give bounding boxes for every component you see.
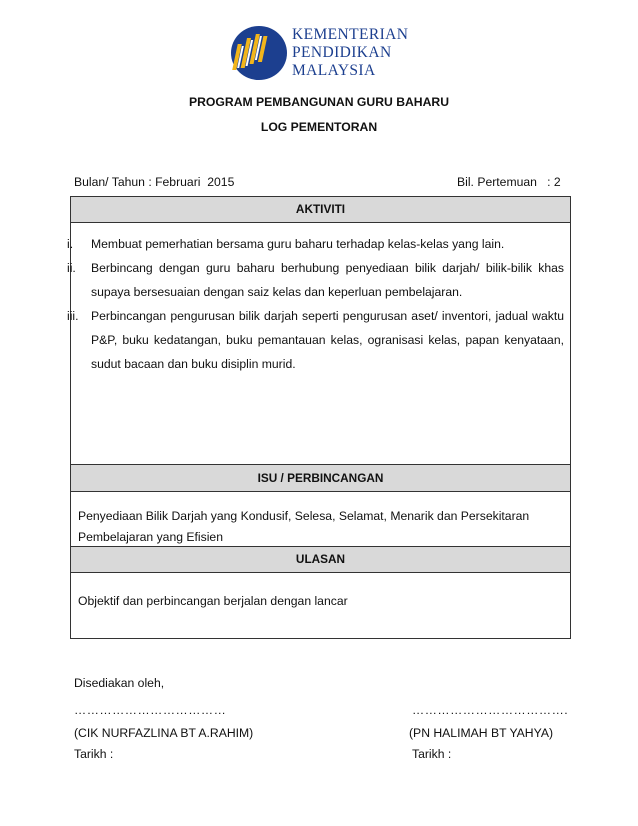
aktiviti-item-number: iii. [67,309,79,323]
aktiviti-item-text: Berbincang dengan guru baharu berhubung penyediaan bilik darjah/ bilik-bilik khas supaya bersesuaian dengan saiz kelas dan keperluan pembelajaran. [91,261,564,299]
month-year-field: Bulan/ Tahun : Februari 2015 [74,175,235,189]
signature-line-right: ………………………………. [412,703,569,717]
ulasan-header: ULASAN [71,546,570,573]
aktiviti-item-number: ii. [67,261,76,275]
aktiviti-item [67,232,570,256]
mentoring-log-table [67,196,571,639]
date-label-right: Tarikh : [412,747,452,761]
aktiviti-item [67,304,570,376]
logo-text-line-2: PENDIDIKAN [292,44,392,61]
aktiviti-header: AKTIVITI [71,196,570,223]
aktiviti-item [67,256,570,304]
ministry-emblem-icon [230,24,288,82]
log-title: LOG PEMENTORAN [260,120,378,134]
aktiviti-item-number: i. [67,237,74,251]
isu-header: ISU / PERBINCANGAN [71,464,570,492]
mentee-name: (CIK NURFAZLINA BT A.RAHIM) [74,726,254,740]
date-label-left: Tarikh : [74,747,114,761]
aktiviti-item-text: Membuat pemerhatian bersama guru baharu terhadap kelas-kelas yang lain. [91,237,505,251]
ulasan-text: Objektif dan perbincangan berjalan dengan lancar [78,594,348,608]
prepared-by-label: Disediakan oleh, [74,676,165,690]
mentor-name: (PN HALIMAH BT YAHYA) [409,726,554,740]
meeting-number-field: Bil. Pertemuan : 2 [457,175,561,189]
logo-text-line-1: KEMENTERIAN [292,26,409,43]
aktiviti-list [67,232,570,376]
isu-text: Penyediaan Bilik Darjah yang Kondusif, Selesa, Selamat, Menarik dan Persekitaran Pembelajaran yang Efisien [78,509,530,544]
signature-line-left: ……………………………… [74,703,227,717]
program-title: PROGRAM PEMBANGUNAN GURU BAHARU [189,95,449,109]
logo-text-line-3: MALAYSIA [292,62,376,79]
aktiviti-item-text: Perbincangan pengurusan bilik darjah seperti pengurusan aset/ inventori, jadual waktu P&P, buku kedatangan, buku pemantauan kelas, ogranisasi kelas, papan kenyataan, sudut bacaan dan buku disiplin murid. [91,309,564,371]
ministry-logo [230,24,412,82]
